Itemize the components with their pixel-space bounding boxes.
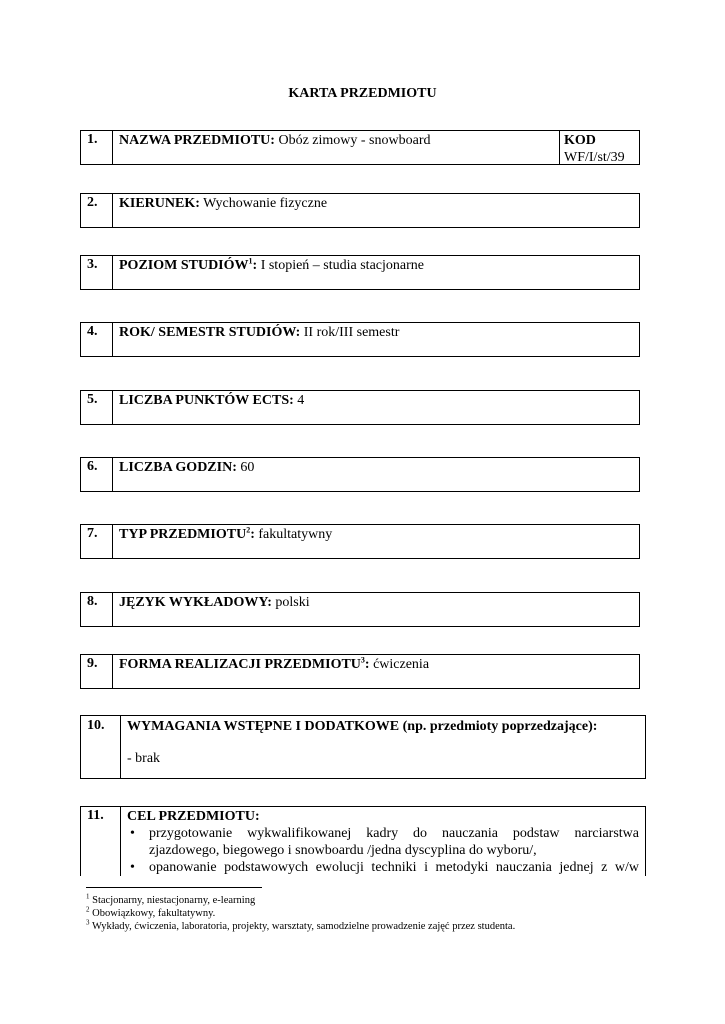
field-value: ćwiczenia — [373, 657, 430, 672]
footnote-divider — [86, 887, 262, 888]
row-content — [113, 323, 639, 356]
field-value: fakultatywny — [258, 527, 333, 542]
code-label: KOD — [564, 133, 596, 148]
field-label: ROK/ SEMESTR STUDIÓW: — [119, 325, 301, 340]
field-label: WYMAGANIA WSTĘPNE I DODATKOWE (np. przedmioty poprzedzające): — [127, 719, 598, 734]
page-title: KARTA PRZEDMIOTU — [288, 86, 437, 101]
field-label: JĘZYK WYKŁADOWY: — [119, 595, 272, 610]
row-content — [113, 458, 639, 491]
field-value: Obóz zimowy - snowboard — [278, 133, 431, 148]
row-course-type — [80, 524, 640, 559]
row-content — [113, 131, 559, 164]
row-number: 8. — [81, 593, 113, 626]
field-label: FORMA REALIZACJI PRZEDMIOTU$^3$: — [119, 655, 370, 672]
footnote-ref: 1 — [248, 256, 253, 266]
field-value: I stopień – studia stacjonarne — [260, 258, 424, 273]
course-code — [559, 131, 639, 164]
row-content — [121, 807, 645, 876]
field-label: LICZBA GODZIN: — [119, 460, 237, 475]
list-item: • opanowanie podstawowych ewolucji techniki i metodyki nauczania jednej z w/w — [127, 859, 639, 876]
code-value: WF/I/st/39 — [564, 150, 625, 165]
row-number: 4. — [81, 323, 113, 356]
row-number: 11. — [81, 807, 121, 876]
footnotes — [86, 894, 646, 933]
footnote: $^3$ Wykłady, ćwiczenia, laboratoria, projekty, warsztaty, samodzielne prowadzenie zajęć przez studenta. — [86, 918, 516, 932]
row-course-objective — [80, 806, 646, 876]
row-number: 6. — [81, 458, 113, 491]
row-number: 3. — [81, 256, 113, 289]
row-number: 7. — [81, 525, 113, 558]
footnote: $^2$ Obowiązkowy, fakultatywny. — [86, 905, 216, 919]
row-study-level — [80, 255, 640, 290]
row-content — [113, 525, 639, 558]
field-value: 4 — [297, 393, 305, 408]
field-value: polski — [275, 595, 310, 610]
field-label: KIERUNEK: — [119, 196, 200, 211]
row-language — [80, 592, 640, 627]
footnote-ref: 2 — [246, 525, 251, 535]
row-content — [113, 256, 639, 289]
row-number: 1. — [81, 131, 113, 164]
row-hours — [80, 457, 640, 492]
row-number: 5. — [81, 391, 113, 424]
field-label: NAZWA PRZEDMIOTU: — [119, 133, 275, 148]
row-content — [113, 391, 639, 424]
field-value: Wychowanie fizyczne — [203, 196, 328, 211]
objective-list — [127, 825, 639, 876]
field-label: CEL PRZEDMIOTU: — [127, 809, 260, 824]
field-label: TYP PRZEDMIOTU$^2$: — [119, 525, 255, 542]
list-item: • przygotowanie wykwalifikowanej kadry do nauczania podstaw narciarstwa zjazdowego, biegowego i snowboardu /jedna dyscyplina do wyboru/, — [127, 825, 639, 859]
footnote: $^1$ Stacjonarny, niestacjonarny, e-learning — [86, 892, 256, 906]
row-content — [113, 655, 639, 688]
row-number: 9. — [81, 655, 113, 688]
row-content — [113, 593, 639, 626]
row-field-of-study — [80, 193, 640, 228]
row-content — [113, 194, 639, 227]
row-ects-points — [80, 390, 640, 425]
row-delivery-form — [80, 654, 640, 689]
row-year-semester — [80, 322, 640, 357]
field-value: II rok/III semestr — [303, 325, 400, 340]
field-value: - brak — [127, 751, 161, 766]
footnote-ref: 3 — [360, 655, 365, 665]
row-content — [121, 716, 645, 778]
row-prerequisites — [80, 715, 646, 779]
row-number: 10. — [81, 716, 121, 778]
row-number: 2. — [81, 194, 113, 227]
field-label: LICZBA PUNKTÓW ECTS: — [119, 393, 294, 408]
row-course-name — [80, 130, 640, 165]
field-value: 60 — [240, 460, 255, 475]
field-label: POZIOM STUDIÓW$^1$: — [119, 256, 258, 273]
